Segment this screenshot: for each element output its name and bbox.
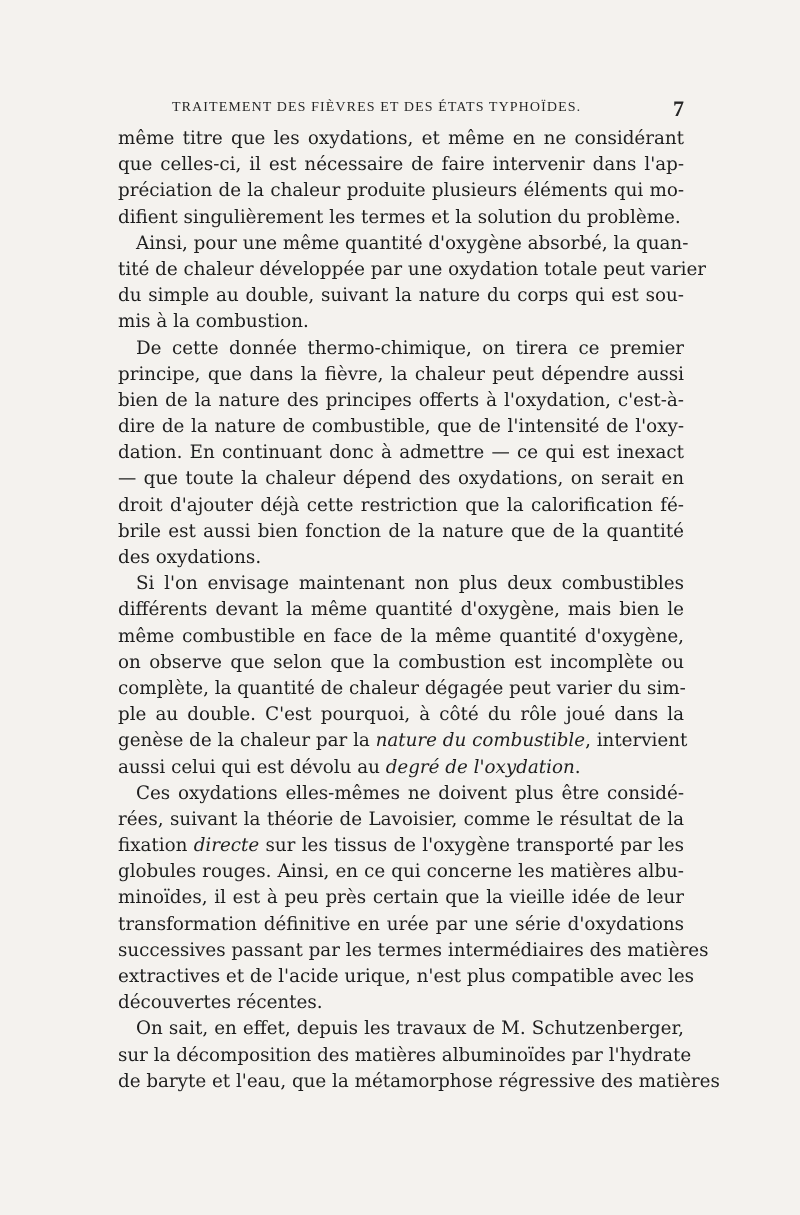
text-line: extractives et de l'acide urique, n'est plus compatible avec les — [118, 966, 695, 987]
text-line: On sait, en effet, depuis les travaux de M. Schutzenberger, — [136, 1018, 684, 1040]
text-line: sur la décomposition des matières albuminoïdes par l'hydrate — [118, 1044, 692, 1066]
text-segment: genèse de la chaleur par la — [118, 730, 376, 752]
text-line: des oxydations. — [118, 547, 262, 568]
italic-text: nature du combustible — [375, 730, 586, 752]
text-line: dire de la nature de combustible, que de l'intensité de l'oxy- — [118, 416, 684, 438]
text-line: du simple au double, suivant la nature du corps qui est sou- — [118, 285, 684, 307]
text-line — [118, 755, 684, 781]
text-line: tité de chaleur développée par une oxydation totale peut varier — [118, 258, 707, 280]
text-line: même combustible en face de la même quantité d'oxygène, — [118, 625, 684, 647]
text-line: préciation de la chaleur produite plusieurs éléments qui mo- — [118, 180, 684, 202]
text-line: — que toute la chaleur dépend des oxydations, on serait en — [118, 468, 684, 490]
text-line — [118, 833, 684, 859]
text-line: transformation définitive en urée par une série d'oxydations — [118, 913, 684, 935]
text-line: brile est aussi bien fonction de la nature que de la quantité — [118, 520, 684, 542]
text-line: successives passant par les termes intermédiaires des matières — [118, 939, 709, 961]
text-line: bien de la nature des principes offerts à l'oxydation, c'est-à- — [118, 389, 684, 411]
text-line: Ces oxydations elles-mêmes ne doivent plus être considé- — [136, 782, 684, 804]
text-line — [118, 728, 688, 754]
italic-text: degré de l'oxydation — [385, 756, 575, 778]
text-segment: fixation — [118, 835, 194, 857]
page-number: 7 — [673, 96, 684, 121]
text-segment: aussi celui qui est dévolu au — [118, 756, 386, 778]
text-line: rées, suivant la théorie de Lavoisier, comme le résultat de la — [118, 808, 684, 830]
text-line: complète, la quantité de chaleur dégagée peut varier du sim- — [118, 677, 686, 699]
page-header — [118, 98, 684, 120]
running-title: TRAITEMENT DES FIÈVRES ET DES ÉTATS TYPHOÏDES. — [172, 100, 582, 115]
body-text — [118, 126, 720, 1095]
text-line: Ainsi, pour une même quantité d'oxygène absorbé, la quan- — [136, 232, 689, 254]
text-line: globules rouges. Ainsi, en ce qui concerne les matières albu- — [118, 861, 684, 883]
text-line: de baryte et l'eau, que la métamorphose régressive des matières — [118, 1070, 720, 1092]
text-line: difient singulièrement les termes et la solution du problème. — [118, 206, 681, 228]
text-line: De cette donnée thermo-chimique, on tirera ce premier — [136, 337, 684, 359]
text-line: minoïdes, il est à peu près certain que la vieille idée de leur — [118, 887, 684, 909]
text-line: ple au double. C'est pourquoi, à côté du rôle joué dans la — [118, 704, 684, 726]
text-line: mis à la combustion. — [118, 311, 309, 333]
text-line: même titre que les oxydations, et même en ne considérant — [118, 128, 684, 149]
text-segment: . — [574, 756, 581, 778]
text-line: dation. En continuant donc à admettre — ce qui est inexact — [118, 442, 684, 464]
text-line: on observe que selon que la combustion est incomplète ou — [118, 651, 684, 673]
text-line: différents devant la même quantité d'oxygène, mais bien le — [118, 599, 684, 621]
text-line: principe, que dans la fièvre, la chaleur peut dépendre aussi — [118, 363, 684, 385]
italic-text: directe — [193, 835, 260, 857]
text-line: que celles-ci, il est nécessaire de faire intervenir dans l'ap- — [118, 154, 684, 176]
text-line: découvertes récentes. — [118, 992, 323, 1014]
text-line: Si l'on envisage maintenant non plus deux combustibles — [136, 573, 684, 595]
text-line: droit d'ajouter déjà cette restriction que la calorification fé- — [118, 494, 684, 516]
text-segment: sur les tissus de l'oxygène transporté par les — [259, 835, 684, 857]
text-segment: , intervient — [585, 730, 688, 752]
